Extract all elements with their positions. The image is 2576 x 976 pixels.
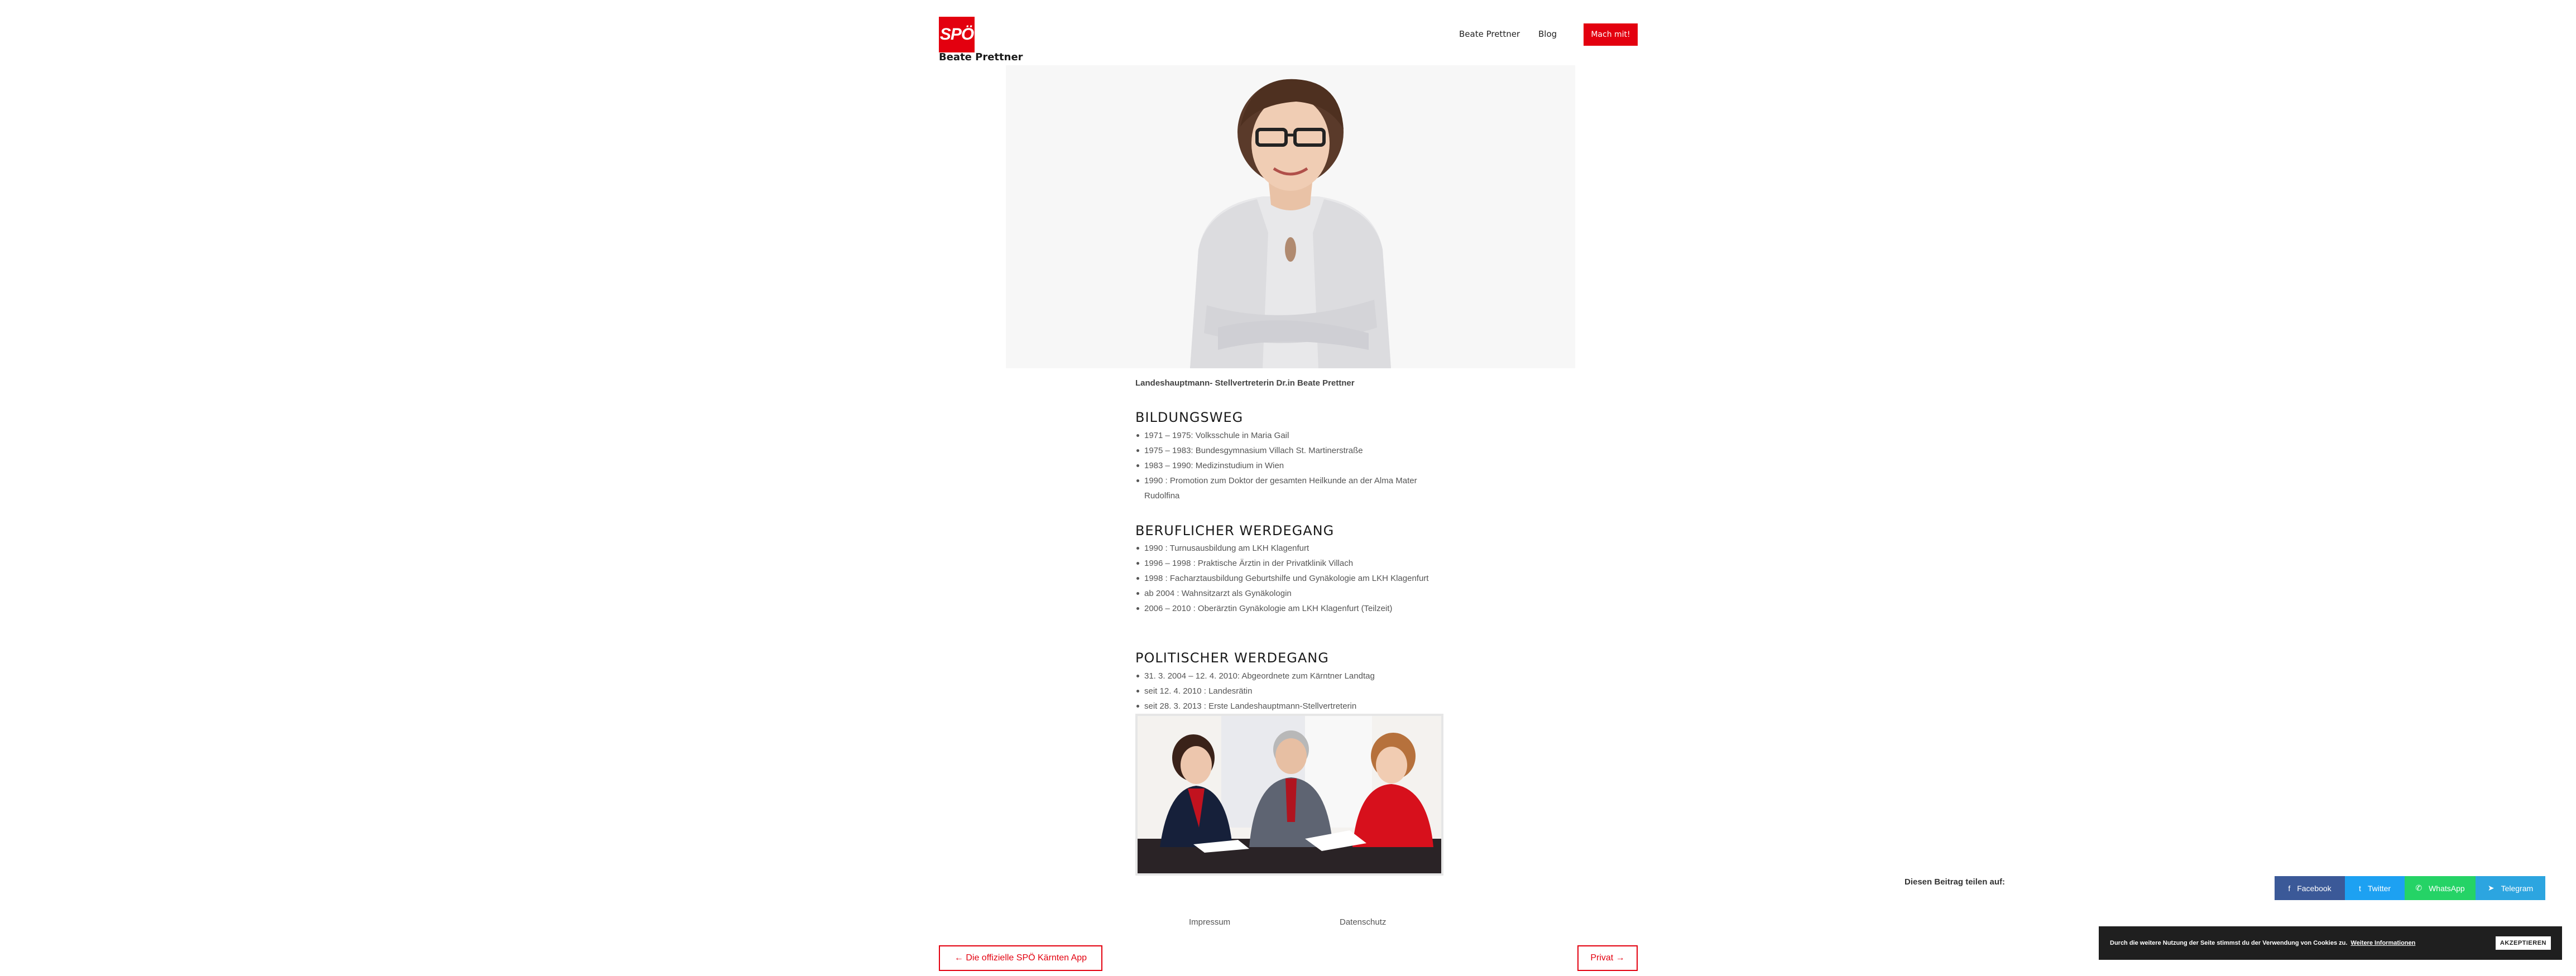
- list-item: 1971 – 1975: Volksschule in Maria Gail: [1135, 428, 1448, 443]
- list-item: 1983 – 1990: Medizinstudium in Wien: [1135, 458, 1448, 473]
- share-button-label: Twitter: [2367, 883, 2391, 893]
- previous-post-link[interactable]: ← Die offizielle SPÖ Kärnten App: [939, 945, 1102, 971]
- telegram-icon: ➤: [2487, 883, 2495, 892]
- mach-mit-button[interactable]: Mach mit!: [1584, 23, 1638, 46]
- list-item: seit 28. 3. 2013 : Erste Landeshauptmann-Stellvertreterin: [1135, 699, 1448, 714]
- facebook-icon: f: [2288, 883, 2291, 893]
- share-button-label: Telegram: [2501, 883, 2534, 893]
- list-item: 1990 : Promotion zum Doktor der gesamten Heilkunde an der Alma Mater Rudolfina: [1135, 473, 1448, 503]
- datenschutz-link[interactable]: Datenschutz: [1340, 917, 1387, 927]
- nav-item-blog[interactable]: Blog: [1538, 29, 1557, 39]
- politisch-list: [1135, 669, 1448, 714]
- share-label: Diesen Beitrag teilen auf:: [1905, 877, 2006, 887]
- list-item: 1996 – 1998 : Praktische Ärztin in der Privatklinik Villach: [1135, 556, 1448, 571]
- section-title-bildungsweg: BILDUNGSWEG: [1135, 410, 1244, 425]
- list-item: ab 2004 : Wahnsitzarzt als Gynäkologin: [1135, 586, 1448, 601]
- next-post-link[interactable]: Privat →: [1577, 945, 1638, 971]
- meeting-photo-image: [1135, 714, 1443, 876]
- list-item: 2006 – 2010 : Oberärztin Gynäkologie am LKH Klagenfurt (Teilzeit): [1135, 601, 1448, 616]
- list-item: 1998 : Facharztausbildung Geburtshilfe und Gynäkologie am LKH Klagenfurt: [1135, 571, 1448, 586]
- cookie-accept-button[interactable]: AKZEPTIEREN: [2496, 936, 2551, 950]
- twitter-icon: t: [2358, 883, 2361, 893]
- beruflich-list: [1135, 541, 1448, 616]
- cookie-more-info-link[interactable]: Weitere Informationen: [2350, 940, 2416, 946]
- share-button-label: Facebook: [2297, 883, 2332, 893]
- bildungsweg-list: [1135, 428, 1448, 503]
- hero-caption: Landeshauptmann- Stellvertreterin Dr.in Beate Prettner: [1135, 378, 1355, 388]
- share-facebook-button[interactable]: [2275, 876, 2345, 900]
- nav-item-beate-prettner[interactable]: Beate Prettner: [1459, 29, 1520, 39]
- list-item: 31. 3. 2004 – 12. 4. 2010: Abgeordnete zum Kärntner Landtag: [1135, 669, 1448, 684]
- section-title-beruflicher-werdegang: BERUFLICHER WERDEGANG: [1135, 523, 1335, 539]
- section-title-politischer-werdegang: POLITISCHER WERDEGANG: [1135, 650, 1329, 666]
- list-item: seit 12. 4. 2010 : Landesrätin: [1135, 684, 1448, 699]
- whatsapp-icon: ✆: [2415, 883, 2423, 892]
- cookie-banner: [2099, 926, 2562, 960]
- list-item: 1990 : Turnusausbildung am LKH Klagenfurt: [1135, 541, 1448, 556]
- list-item: 1975 – 1983: Bundesgymnasium Villach St. Martinerstraße: [1135, 443, 1448, 458]
- spoe-logo[interactable]: [939, 17, 975, 52]
- impressum-link[interactable]: Impressum: [1189, 917, 1231, 927]
- cookie-text: Durch die weitere Nutzung der Seite stimmst du der Verwendung von Cookies zu.: [2110, 940, 2348, 946]
- share-whatsapp-button[interactable]: [2405, 876, 2476, 900]
- share-telegram-button[interactable]: [2476, 876, 2545, 900]
- logo-text: SPÖ: [939, 25, 974, 44]
- site-name[interactable]: Beate Prettner: [939, 51, 1023, 63]
- share-twitter-button[interactable]: [2345, 876, 2405, 900]
- hero-portrait-image: [1006, 65, 1575, 368]
- share-button-label: WhatsApp: [2429, 883, 2465, 893]
